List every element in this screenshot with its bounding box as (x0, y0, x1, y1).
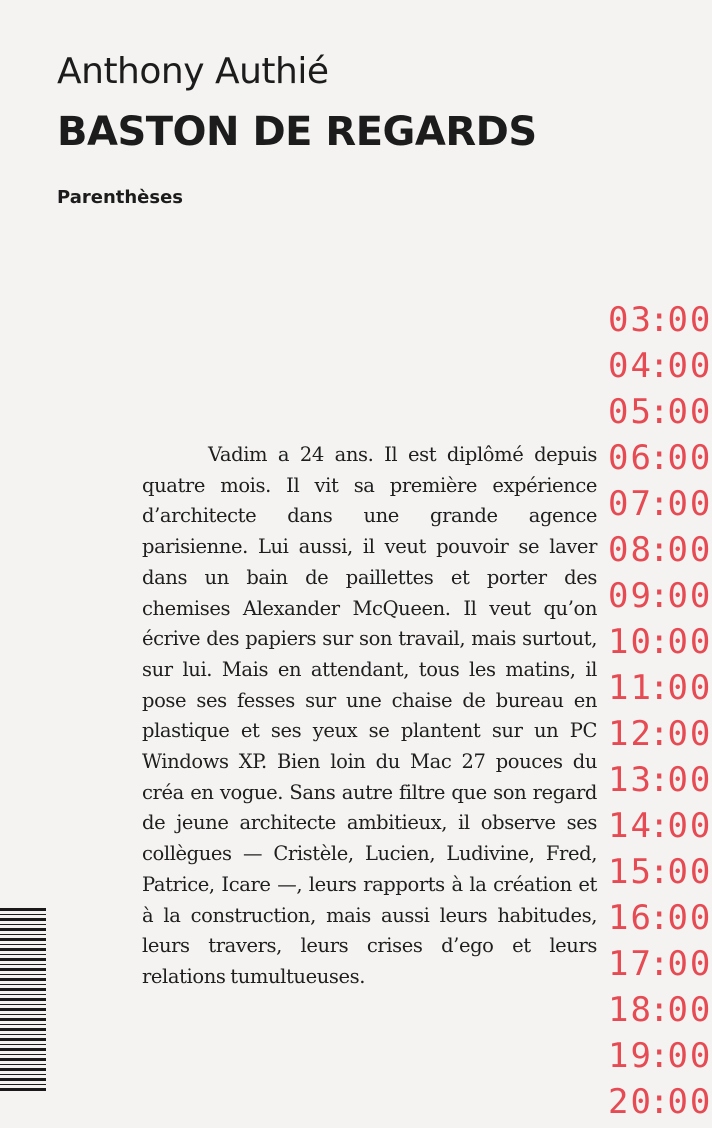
clock-minutes: 00 (667, 576, 712, 616)
clock-colon: : (648, 898, 672, 938)
back-cover-blurb: Vadim a 24 ans. Il est diplômé depuis quatre mois. Il vit sa première expérience d’architecte dans une grande agence parisienne. Lui aussi, il veut pouvoir se laver dans un bain de paillettes et porter des chemises Alexander McQueen. Il veut qu’on écrive des papiers sur son travail, mais surtout, sur lui. Mais en attendant, tous les matins, il pose ses fesses sur une chaise de bureau en plastique et ses yeux se plantent sur un PC Windows XP. Bien loin du Mac 27 pouces du créa en vogue. Sans autre filtre que son regard de jeune architecte ambitieux, il observe ses collègues — Cristèle, Lucien, Ludivine, Fred, Patrice, Icare —, leurs rapports à la création et à la construction, mais aussi leurs habitudes, leurs travers, leurs crises d’ego et leurs relations tumultueuses. (142, 443, 597, 988)
clock-minutes: 00 (667, 1082, 712, 1122)
clock-colon: : (648, 392, 672, 432)
clock-time (608, 714, 712, 760)
clock-hour: 19 (608, 1036, 653, 1076)
clock-hour: 12 (608, 714, 653, 754)
clock-time (608, 806, 712, 852)
clock-colon: : (648, 990, 672, 1030)
clock-colon: : (648, 530, 672, 570)
clock-colon: : (648, 668, 672, 708)
clock-minutes: 00 (667, 392, 712, 432)
clock-hour: 07 (608, 484, 653, 524)
clock-minutes: 00 (667, 806, 712, 846)
author-name: Anthony Authié (57, 51, 329, 92)
clock-time (608, 668, 712, 714)
clock-colon: : (648, 760, 672, 800)
clock-time (608, 346, 712, 392)
clock-colon: : (648, 852, 672, 892)
clock-time (608, 760, 712, 806)
clock-time (608, 622, 712, 668)
clock-colon: : (648, 714, 672, 754)
clock-colon: : (648, 576, 672, 616)
clock-hour: 20 (608, 1082, 653, 1122)
clock-minutes: 00 (667, 990, 712, 1030)
clock-time (608, 392, 712, 438)
clock-minutes: 00 (667, 530, 712, 570)
clock-time (608, 898, 712, 944)
clock-time (608, 484, 712, 530)
clock-time (608, 1082, 712, 1128)
clock-hour: 17 (608, 944, 653, 984)
clock-minutes: 00 (667, 898, 712, 938)
clock-minutes: 00 (667, 300, 712, 340)
clock-hour: 18 (608, 990, 653, 1030)
clock-minutes: 00 (667, 944, 712, 984)
clock-colon: : (648, 346, 672, 386)
clock-hour: 15 (608, 852, 653, 892)
clock-colon: : (648, 806, 672, 846)
clock-colon: : (648, 438, 672, 478)
barcode (0, 908, 46, 1093)
clock-minutes: 00 (667, 760, 712, 800)
clock-minutes: 00 (667, 852, 712, 892)
clock-hour: 08 (608, 530, 653, 570)
clock-hour: 09 (608, 576, 653, 616)
clock-colon: : (648, 484, 672, 524)
clock-minutes: 00 (667, 622, 712, 662)
clock-colon: : (648, 944, 672, 984)
clock-hour: 10 (608, 622, 653, 662)
clock-hour: 11 (608, 668, 653, 708)
clock-colon: : (648, 1036, 672, 1076)
clock-hour: 13 (608, 760, 653, 800)
clock-hour: 03 (608, 300, 653, 340)
clock-time (608, 944, 712, 990)
clock-minutes: 00 (667, 714, 712, 754)
book-title: BASTON DE REGARDS (57, 109, 537, 155)
clock-column (608, 300, 712, 1128)
clock-colon: : (648, 622, 672, 662)
clock-minutes: 00 (667, 1036, 712, 1076)
clock-minutes: 00 (667, 438, 712, 478)
clock-colon: : (648, 300, 672, 340)
clock-hour: 16 (608, 898, 653, 938)
clock-minutes: 00 (667, 346, 712, 386)
clock-hour: 05 (608, 392, 653, 432)
clock-colon: : (648, 1082, 672, 1122)
clock-hour: 06 (608, 438, 653, 478)
clock-time (608, 438, 712, 484)
clock-time (608, 1036, 712, 1082)
clock-time (608, 576, 712, 622)
clock-time (608, 990, 712, 1036)
clock-minutes: 00 (667, 484, 712, 524)
clock-time (608, 852, 712, 898)
publisher-name: Parenthèses (57, 187, 184, 208)
clock-hour: 14 (608, 806, 653, 846)
clock-time (608, 530, 712, 576)
clock-time (608, 300, 712, 346)
clock-minutes: 00 (667, 668, 712, 708)
clock-hour: 04 (608, 346, 653, 386)
